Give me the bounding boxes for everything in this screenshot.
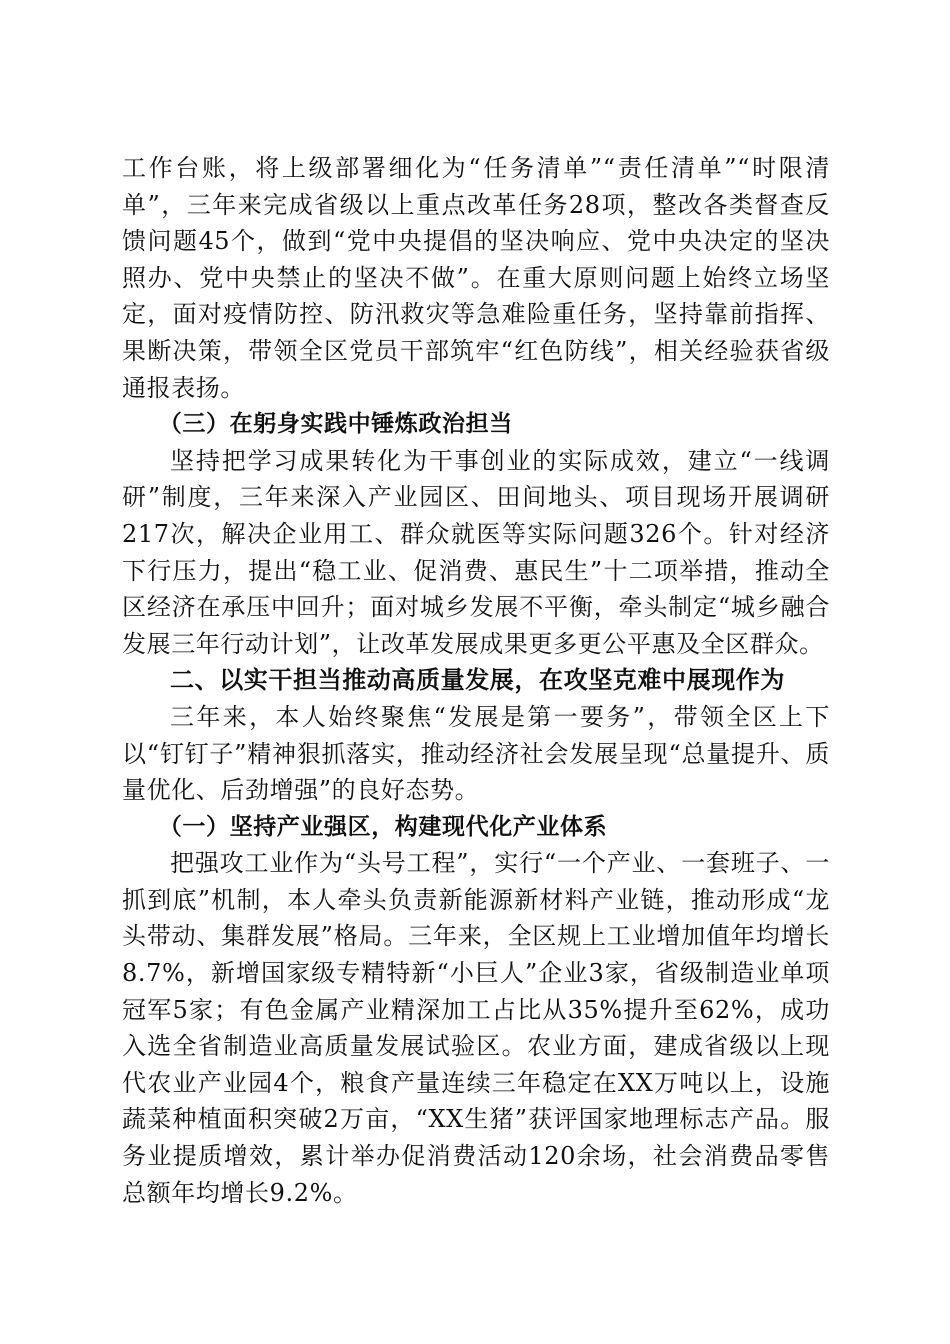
- section-subheading: （三）在躬身实践中锤炼政治担当: [158, 411, 513, 438]
- body-paragraph: 工作台账，将上级部署细化为“任务清单”“责任清单”“时限清单”，三年来完成省级以上重点改革任务28项，整改各类督查反馈问题45个，做到“党中央提倡的坚决响应、党中央决定的坚决照办、党中央禁止的坚决不做”。在重大原则问题上始终立场坚定，面对疫情防控、防汛救灾等急难险重任务，坚持靠前指挥、果断决策，带领全区党员干部筑牢“红色防线”，相关经验获省级通报表扬。: [122, 154, 830, 402]
- body-paragraph: 三年来，本人始终聚焦“发展是第一要务”，带领全区上下以“钉钉子”精神狠抓落实，推动经济社会发展呈现“总量提升、质量优化、后劲增强”的良好态势。: [122, 702, 830, 805]
- body-paragraph: 把强攻工业作为“头号工程”，实行“一个产业、一套班子、一抓到底”机制，本人牵头负责新能源新材料产业链，推动形成“龙头带动、集群发展”格局。三年来，全区规上工业增加值年均增长8.7%，新增国家级专精特新“小巨人”企业3家，省级制造业单项冠军5家；有色金属产业精深加工占比从35%提升至62%，成功入选全省制造业高质量发展试验区。农业方面，建成省级以上现代农业产业园4个，粮食产量连续三年稳定在XX万吨以上，设施蔬菜种植面积突破2万亩，“XX生猪”获评国家地理标志产品。服务业提质增效，累计举办促消费活动120余场，社会消费品零售总额年均增长9.2%。: [122, 849, 830, 1207]
- document-body: [122, 150, 830, 1211]
- section-heading: 二、以实干担当推动高质量发展，在攻坚克难中展现作为: [170, 666, 785, 695]
- section-subheading: （一）坚持产业强区，构建现代化产业体系: [158, 813, 608, 840]
- body-paragraph: 坚持把学习成果转化为干事创业的实际成效，建立“一线调研”制度，三年来深入产业园区、田间地头、项目现场开展调研217次，解决企业用工、群众就医等实际问题326个。针对经济下行压力，提出“稳工业、促消费、惠民生”十二项举措，推动全区经济在承压中回升；面对城乡发展不平衡，牵头制定“城乡融合发展三年行动计划”，让改革发展成果更多更公平惠及全区群众。: [122, 446, 830, 658]
